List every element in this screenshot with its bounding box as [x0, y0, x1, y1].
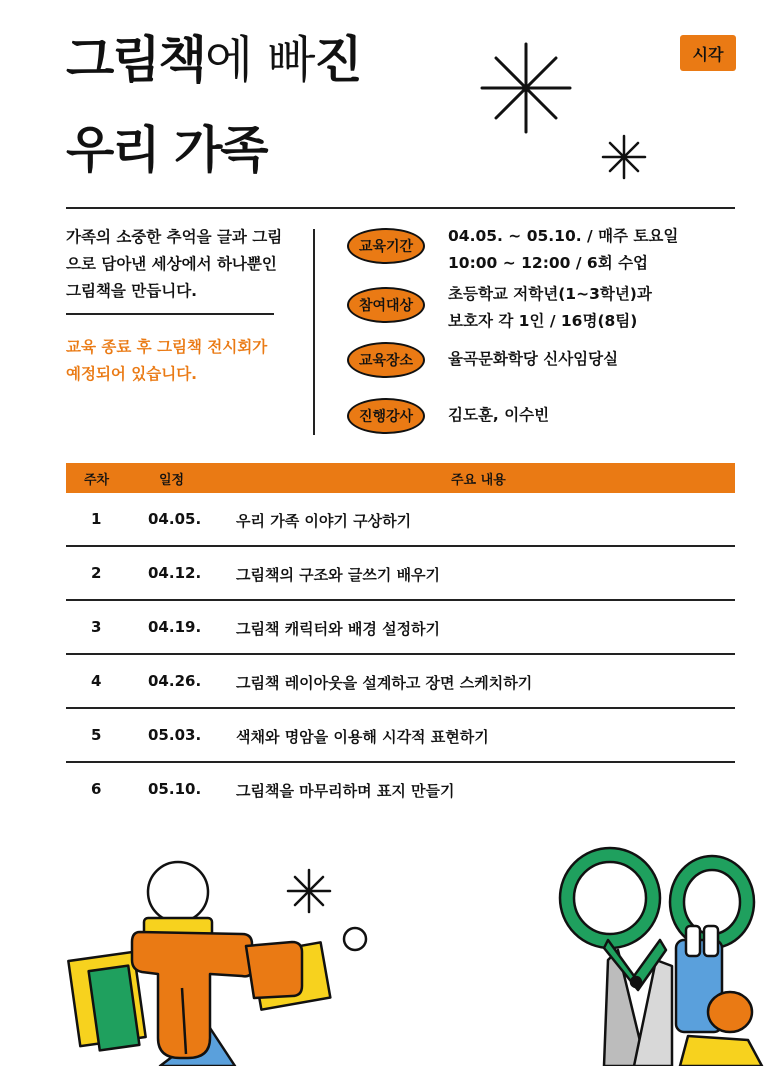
header-week: 주차	[84, 473, 110, 488]
title-word-bold: 그림책	[66, 31, 205, 89]
row-content: 그림책을 마무리하며 표지 만들기	[236, 782, 455, 800]
detail-line: 10:00 ~ 12:00 / 6회 수업	[448, 254, 649, 272]
column-divider	[313, 229, 315, 435]
row-content: 우리 가족 이야기 구상하기	[236, 512, 412, 530]
title-word-thin: 에 빠	[204, 31, 315, 89]
header-date: 일정	[159, 473, 185, 488]
row-content: 그림책의 구조와 글쓰기 배우기	[236, 566, 441, 584]
row-week: 5	[91, 726, 102, 744]
row-week: 3	[91, 618, 102, 636]
header-content: 주요 내용	[451, 473, 506, 488]
row-week: 4	[91, 672, 102, 690]
title-word-end: 진	[314, 31, 361, 89]
program-description: 가족의 소중한 추억을 글과 그림으로 담아낸 세상에서 하나뿐인 그림책을 만듭니다.	[66, 228, 283, 300]
detail-label-target: 참여대상	[347, 287, 425, 323]
table-row	[66, 709, 735, 763]
row-date: 04.05.	[148, 510, 202, 528]
small-circle-icon	[342, 926, 368, 952]
detail-line: 초등학교 저학년(1~3학년)과	[448, 285, 652, 303]
table-row	[66, 655, 735, 709]
exhibition-note: 교육 종료 후 그림책 전시회가 예정되어 있습니다.	[66, 338, 268, 383]
row-content: 그림책 레이아웃을 설계하고 장면 스케치하기	[236, 674, 533, 692]
row-week: 2	[91, 564, 102, 582]
scissors-illustration	[548, 840, 773, 1066]
row-date: 05.03.	[148, 726, 202, 744]
detail-line: 보호자 각 1인 / 16명(8팀)	[448, 312, 638, 330]
table-row	[66, 601, 735, 655]
detail-value-instructor	[448, 402, 549, 429]
detail-label-period: 교육기간	[347, 228, 425, 264]
schedule-table-header	[66, 463, 735, 493]
category-badge: 시각	[680, 35, 736, 71]
table-row	[66, 547, 735, 601]
table-row	[66, 763, 735, 817]
row-date: 04.26.	[148, 672, 202, 690]
detail-label-place: 교육장소	[347, 342, 425, 378]
detail-line: 김도훈, 이수빈	[448, 406, 550, 424]
row-week: 6	[91, 780, 102, 798]
detail-value-place	[448, 346, 618, 373]
sparkle-small-icon	[601, 134, 647, 180]
detail-value-period	[448, 223, 678, 277]
row-date: 04.12.	[148, 564, 202, 582]
detail-line: 04.05. ~ 05.10. / 매주 토요일	[448, 227, 679, 245]
row-week: 1	[91, 510, 102, 528]
header-divider	[66, 207, 735, 209]
detail-label-instructor: 진행강사	[347, 398, 425, 434]
page-title-line1	[66, 20, 361, 100]
page-title-line2: 우리 가족	[66, 121, 267, 179]
row-content: 색채와 명암을 이용해 시각적 표현하기	[236, 728, 489, 746]
sparkle-large-icon	[478, 40, 574, 136]
detail-value-target	[448, 281, 652, 335]
intro-divider	[66, 313, 274, 315]
row-date: 04.19.	[148, 618, 202, 636]
row-date: 05.10.	[148, 780, 202, 798]
table-row	[66, 493, 735, 547]
child-with-book-illustration	[60, 858, 340, 1066]
detail-line: 율곡문화학당 신사임당실	[448, 350, 619, 368]
row-content: 그림책 캐릭터와 배경 설정하기	[236, 620, 441, 638]
